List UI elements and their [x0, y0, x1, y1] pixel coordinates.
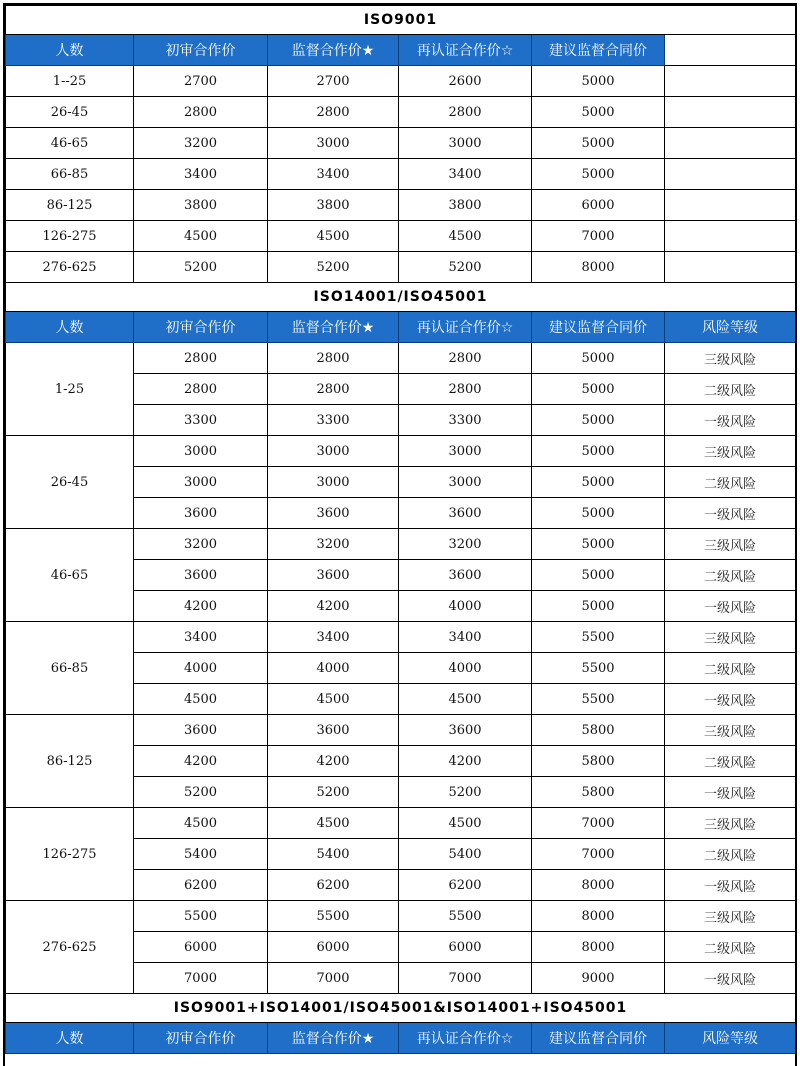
price-cell: 4500 — [268, 221, 399, 252]
price-cell: 3000 — [268, 436, 399, 467]
price-cell: 5000 — [532, 97, 665, 128]
price-cell: 3600 — [134, 560, 268, 591]
price-cell: 8000 — [532, 932, 665, 963]
price-cell: 5400 — [268, 839, 399, 870]
risk-level-cell: 一级风险 — [665, 777, 796, 808]
risk-level-cell: 一级风险 — [665, 591, 796, 622]
s2-header-cell: 风险等级 — [665, 312, 796, 343]
price-table — [5, 5, 796, 1054]
price-cell: 2800 — [134, 97, 268, 128]
price-cell: 2700 — [268, 66, 399, 97]
s3-header-cell: 初审合作价 — [134, 1023, 268, 1054]
price-cell: 4500 — [134, 684, 268, 715]
risk-level-cell: 一级风险 — [665, 405, 796, 436]
price-cell: 7000 — [268, 963, 399, 994]
price-cell: 2800 — [399, 374, 532, 405]
section-title-iso14001-iso45001: ISO14001/ISO45001 — [6, 283, 796, 312]
price-cell: 3000 — [134, 436, 268, 467]
table-row — [6, 715, 796, 746]
price-cell: 2800 — [399, 343, 532, 374]
price-cell: 2800 — [399, 97, 532, 128]
empty-cell — [665, 252, 796, 283]
price-cell: 6000 — [268, 932, 399, 963]
price-cell: 3600 — [268, 715, 399, 746]
risk-level-cell: 一级风险 — [665, 870, 796, 901]
price-cell: 5200 — [399, 252, 532, 283]
price-cell: 4200 — [268, 591, 399, 622]
price-cell: 5400 — [134, 839, 268, 870]
s3-header-cell: 建议监督合同价 — [532, 1023, 665, 1054]
price-cell: 3800 — [268, 190, 399, 221]
price-cell: 5000 — [532, 66, 665, 97]
table-row — [6, 622, 796, 653]
headcount-cell: 86-125 — [6, 715, 134, 808]
risk-level-cell: 三级风险 — [665, 715, 796, 746]
price-cell: 4000 — [268, 653, 399, 684]
price-cell: 2800 — [268, 97, 399, 128]
price-cell: 5500 — [268, 901, 399, 932]
price-cell: 5000 — [532, 467, 665, 498]
risk-level-cell: 二级风险 — [665, 932, 796, 963]
s2-header-cell: 人数 — [6, 312, 134, 343]
price-cell: 5000 — [532, 159, 665, 190]
price-cell: 4000 — [399, 591, 532, 622]
price-cell: 5200 — [134, 252, 268, 283]
s3-header-cell: 风险等级 — [665, 1023, 796, 1054]
table-row — [6, 436, 796, 467]
price-cell: 4500 — [134, 221, 268, 252]
price-cell: 3600 — [268, 498, 399, 529]
empty-cell — [665, 97, 796, 128]
headcount-cell: 46-65 — [6, 529, 134, 622]
headcount-cell: 46-65 — [6, 128, 134, 159]
table-row — [6, 190, 796, 221]
risk-level-cell: 一级风险 — [665, 963, 796, 994]
price-cell: 5000 — [532, 529, 665, 560]
price-cell: 3000 — [134, 467, 268, 498]
price-cell: 4200 — [134, 746, 268, 777]
price-cell: 3800 — [399, 190, 532, 221]
empty-cell — [665, 221, 796, 252]
price-cell: 3000 — [399, 467, 532, 498]
price-cell: 4500 — [399, 684, 532, 715]
price-cell: 7000 — [399, 963, 532, 994]
price-cell: 7000 — [532, 808, 665, 839]
price-cell: 5500 — [399, 901, 532, 932]
risk-level-cell: 二级风险 — [665, 374, 796, 405]
risk-level-cell: 二级风险 — [665, 560, 796, 591]
price-cell: 5000 — [532, 591, 665, 622]
price-cell: 3000 — [399, 128, 532, 159]
price-cell: 3200 — [268, 529, 399, 560]
risk-level-cell: 三级风险 — [665, 808, 796, 839]
price-cell: 6000 — [134, 932, 268, 963]
price-cell: 5200 — [268, 252, 399, 283]
price-cell: 3400 — [134, 159, 268, 190]
risk-level-cell: 二级风险 — [665, 653, 796, 684]
s1-header-cell: 建议监督合同价 — [532, 35, 665, 66]
price-cell: 2800 — [268, 374, 399, 405]
s1-header-cell: 再认证合作价☆ — [399, 35, 532, 66]
s2-header-cell: 建议监督合同价 — [532, 312, 665, 343]
empty-cell — [665, 190, 796, 221]
price-table-body — [6, 6, 796, 1054]
price-sheet — [3, 3, 797, 1066]
price-cell: 3600 — [399, 715, 532, 746]
s3-header-row — [6, 1023, 796, 1054]
price-cell: 5200 — [268, 777, 399, 808]
s3-header-cell: 再认证合作价☆ — [399, 1023, 532, 1054]
price-cell: 8000 — [532, 901, 665, 932]
price-cell: 2800 — [134, 374, 268, 405]
s2-header-cell: 初审合作价 — [134, 312, 268, 343]
headcount-cell: 1-25 — [6, 343, 134, 436]
price-cell: 2800 — [268, 343, 399, 374]
price-cell: 3300 — [134, 405, 268, 436]
price-cell: 5000 — [532, 374, 665, 405]
price-cell: 2700 — [134, 66, 268, 97]
table-row — [6, 808, 796, 839]
headcount-cell: 126-275 — [6, 808, 134, 901]
price-cell: 5500 — [532, 622, 665, 653]
price-cell: 6200 — [399, 870, 532, 901]
s3-header-cell: 监督合作价★ — [268, 1023, 399, 1054]
table-row — [6, 252, 796, 283]
price-cell: 3000 — [268, 128, 399, 159]
price-cell: 3600 — [268, 560, 399, 591]
price-cell: 3200 — [134, 128, 268, 159]
price-cell: 5200 — [134, 777, 268, 808]
empty-cell — [665, 159, 796, 190]
price-cell: 4500 — [268, 684, 399, 715]
headcount-cell: 86-125 — [6, 190, 134, 221]
headcount-cell: 276-625 — [6, 901, 134, 994]
risk-level-cell: 一级风险 — [665, 684, 796, 715]
table-row — [6, 343, 796, 374]
price-cell: 4500 — [399, 221, 532, 252]
price-cell: 4200 — [268, 746, 399, 777]
price-cell: 6000 — [532, 190, 665, 221]
price-cell: 5000 — [532, 498, 665, 529]
price-cell: 5200 — [399, 777, 532, 808]
empty-cell — [665, 66, 796, 97]
price-cell: 4000 — [134, 653, 268, 684]
price-cell: 3400 — [268, 159, 399, 190]
s1-header-empty-cell — [665, 35, 796, 66]
table-row — [6, 901, 796, 932]
price-cell: 3400 — [399, 159, 532, 190]
s1-header-cell: 监督合作价★ — [268, 35, 399, 66]
price-cell: 7000 — [134, 963, 268, 994]
section-title-combined-row — [6, 994, 796, 1023]
risk-level-cell: 三级风险 — [665, 436, 796, 467]
price-cell: 3000 — [399, 436, 532, 467]
headcount-cell: 126-275 — [6, 221, 134, 252]
headcount-cell: 1--25 — [6, 66, 134, 97]
table-row — [6, 97, 796, 128]
price-cell: 5000 — [532, 560, 665, 591]
empty-cell — [665, 128, 796, 159]
section-title-iso9001: ISO9001 — [6, 6, 796, 35]
section-title-iso14001-iso45001-row — [6, 283, 796, 312]
price-cell: 9000 — [532, 963, 665, 994]
price-cell: 5800 — [532, 777, 665, 808]
price-cell: 4500 — [134, 808, 268, 839]
price-cell: 5000 — [532, 405, 665, 436]
price-cell: 3600 — [399, 560, 532, 591]
price-cell: 3300 — [399, 405, 532, 436]
s1-header-cell: 初审合作价 — [134, 35, 268, 66]
section-title-combined: ISO9001+ISO14001/ISO45001&ISO14001+ISO45001 — [6, 994, 796, 1023]
table-row — [6, 529, 796, 560]
price-cell: 3400 — [134, 622, 268, 653]
price-cell: 3000 — [268, 467, 399, 498]
risk-level-cell: 二级风险 — [665, 467, 796, 498]
price-cell: 4500 — [268, 808, 399, 839]
price-cell: 3600 — [399, 498, 532, 529]
price-cell: 2800 — [134, 343, 268, 374]
section-title-iso9001-row — [6, 6, 796, 35]
price-cell: 3600 — [134, 498, 268, 529]
s2-header-cell: 再认证合作价☆ — [399, 312, 532, 343]
price-cell: 3600 — [134, 715, 268, 746]
price-cell: 5500 — [134, 901, 268, 932]
table-row — [6, 66, 796, 97]
price-cell: 5800 — [532, 746, 665, 777]
risk-level-cell: 二级风险 — [665, 746, 796, 777]
price-cell: 4500 — [399, 808, 532, 839]
price-cell: 4000 — [399, 653, 532, 684]
headcount-cell: 26-45 — [6, 436, 134, 529]
s2-header-cell: 监督合作价★ — [268, 312, 399, 343]
risk-level-cell: 三级风险 — [665, 529, 796, 560]
table-row — [6, 159, 796, 190]
price-cell: 5500 — [532, 653, 665, 684]
price-cell: 8000 — [532, 252, 665, 283]
s1-header-row — [6, 35, 796, 66]
price-cell: 7000 — [532, 839, 665, 870]
risk-level-cell: 三级风险 — [665, 901, 796, 932]
price-cell: 5500 — [532, 684, 665, 715]
risk-level-cell: 三级风险 — [665, 622, 796, 653]
price-cell: 3400 — [268, 622, 399, 653]
price-cell: 4200 — [134, 591, 268, 622]
risk-level-cell: 一级风险 — [665, 498, 796, 529]
price-cell: 6000 — [399, 932, 532, 963]
headcount-cell: 26-45 — [6, 97, 134, 128]
price-cell: 3200 — [399, 529, 532, 560]
headcount-cell: 276-625 — [6, 252, 134, 283]
price-cell: 3200 — [134, 529, 268, 560]
table-row — [6, 221, 796, 252]
price-cell: 5800 — [532, 715, 665, 746]
s3-header-cell: 人数 — [6, 1023, 134, 1054]
price-cell: 7000 — [532, 221, 665, 252]
price-cell: 3300 — [268, 405, 399, 436]
headcount-cell: 66-85 — [6, 159, 134, 190]
table-row — [6, 128, 796, 159]
s1-header-cell: 人数 — [6, 35, 134, 66]
s2-header-row — [6, 312, 796, 343]
price-cell: 8000 — [532, 870, 665, 901]
headcount-cell: 66-85 — [6, 622, 134, 715]
risk-level-cell: 三级风险 — [665, 343, 796, 374]
price-cell: 3800 — [134, 190, 268, 221]
risk-level-cell: 二级风险 — [665, 839, 796, 870]
price-cell: 5000 — [532, 343, 665, 374]
price-cell: 5000 — [532, 128, 665, 159]
price-cell: 2600 — [399, 66, 532, 97]
price-cell: 6200 — [268, 870, 399, 901]
price-cell: 5000 — [532, 436, 665, 467]
price-cell: 4200 — [399, 746, 532, 777]
price-cell: 5400 — [399, 839, 532, 870]
price-cell: 3400 — [399, 622, 532, 653]
price-cell: 6200 — [134, 870, 268, 901]
